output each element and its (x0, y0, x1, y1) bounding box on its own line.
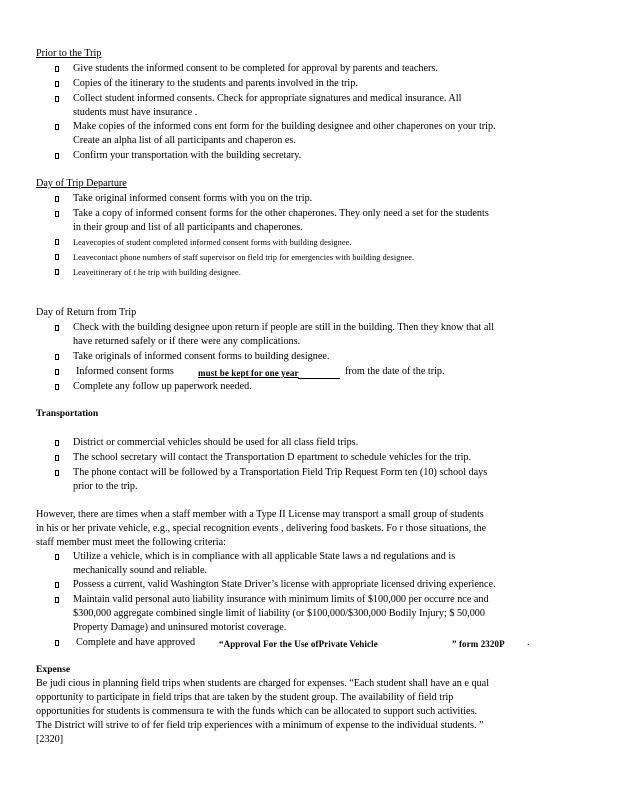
fill-line (298, 378, 340, 379)
checkbox-icon (55, 239, 59, 245)
retention-emphasis: must be kept for one year (198, 368, 299, 378)
list-item: Take originals of informed consent forms to building designee. (73, 351, 330, 362)
checkbox-icon (55, 582, 59, 588)
checkbox-icon (55, 597, 59, 603)
paragraph-line: However, there are times when a staff member with a Type II License may transport a small group of students (36, 509, 484, 520)
paragraph-line: staff member must meet the following criteria: (36, 537, 226, 548)
checkbox-icon (55, 211, 59, 217)
section-heading-prior: Prior to the Trip (36, 48, 102, 59)
list-item: The phone contact will be followed by a Transportation Field Trip Request Form ten (10) school days (73, 467, 488, 478)
checkbox-icon (55, 96, 59, 102)
policy-reference: [2320] (36, 734, 64, 745)
checkbox-icon (55, 640, 59, 646)
list-item-continuation: mechanically sound and reliable. (73, 565, 208, 576)
checkbox-icon (55, 66, 59, 72)
list-item: Complete and have approved (76, 637, 196, 648)
paragraph-line: in his or her private vehicle, e.g., special recognition events , delivering food baskets. Fo r those situations, the (36, 523, 487, 534)
section-heading-departure: Day of Trip Departure (36, 178, 127, 189)
checkbox-icon (55, 384, 59, 390)
section-heading-transportation: Transportation (36, 408, 99, 419)
list-item: The school secretary will contact the Transportation D epartment to schedule vehicles for the trip. (73, 452, 472, 463)
list-item-tail: from the date of the trip. (345, 366, 445, 377)
list-item-tail: . (527, 637, 530, 648)
list-item: Check with the building designee upon return if people are still in the building. Then they know that all (73, 322, 495, 333)
list-item: Complete any follow up paperwork needed. (73, 381, 252, 392)
form-title: “Approval For the Use ofPrivate Vehicle (219, 639, 378, 649)
paragraph-line: The District will strive to of fer field trip experiences with a minimum of expense to the individual students. ” (36, 720, 484, 731)
list-item: Copies of the itinerary to the students and parents involved in the trip. (73, 78, 358, 89)
list-item: Give students the informed consent to be completed for approval by parents and teachers. (73, 63, 438, 74)
checkbox-icon (55, 354, 59, 360)
checkbox-icon (55, 369, 59, 375)
list-item-continuation: Property Damage) and uninsured motorist coverage. (73, 622, 287, 633)
checkbox-icon (55, 325, 59, 331)
list-item: Informed consent forms (76, 366, 174, 377)
list-item-continuation: prior to the trip. (73, 481, 138, 492)
list-item-continuation: students must have insurance . (73, 107, 198, 118)
list-item: Confirm your transportation with the building secretary. (73, 150, 302, 161)
paragraph-line: opportunities for students is commensura te with the funds which can be allocated to support such activities. (36, 706, 478, 717)
list-item: Maintain valid personal auto liability insurance with minimum limits of $100,000 per occurre nce and (73, 594, 489, 605)
section-heading-expense: Expense (36, 664, 71, 675)
list-item: Leaveitinerary of t he trip with building designee. (73, 268, 241, 277)
checkbox-icon (55, 153, 59, 159)
checkbox-icon (55, 269, 59, 275)
checkbox-icon (55, 196, 59, 202)
list-item: Collect student informed consents. Check for appropriate signatures and medical insurance. All (73, 93, 462, 104)
list-item: Possess a current, valid Washington State Driver’s license with appropriate licensed driving experience. (73, 579, 496, 590)
list-item-continuation: $300,000 aggregate combined single limit of liability (or $100,000/$300,000 Bodily Injury; $ 50,000 (73, 608, 485, 619)
checkbox-icon (55, 254, 59, 260)
form-number: ” form 2320P (452, 639, 505, 649)
list-item: Take original informed consent forms with you on the trip. (73, 193, 313, 204)
list-item-continuation: in their group and list of all participants and chaperones. (73, 222, 303, 233)
list-item: Make copies of the informed cons ent form for the building designee and other chaperones on your trip. (73, 121, 496, 132)
list-item: District or commercial vehicles should be used for all class field trips. (73, 437, 359, 448)
list-item: Leavecopies of student completed informed consent forms with building designee. (73, 238, 352, 247)
checkbox-icon (55, 470, 59, 476)
checkbox-icon (55, 440, 59, 446)
checkbox-icon (55, 554, 59, 560)
section-heading-return: Day of Return from Trip (36, 307, 137, 318)
paragraph-line: opportunity to participate in field trips that are taken by the student group. The availability of field trip (36, 692, 454, 703)
checkbox-icon (55, 455, 59, 461)
paragraph-line: Be judi cious in planning field trips when students are charged for expenses. “Each student shall have an e qual (36, 678, 490, 689)
checkbox-icon (55, 81, 59, 87)
checkbox-icon (55, 124, 59, 130)
list-item: Leavecontact phone numbers of staff supervisor on field trip for emergencies with building designee. (73, 253, 415, 262)
list-item-continuation: Create an alpha list of all participants and chaperon es. (73, 135, 296, 146)
list-item: Take a copy of informed consent forms for the other chaperones. They only need a set for the students (73, 208, 489, 219)
list-item: Utilize a vehicle, which is in compliance with all applicable State laws a nd regulations and is (73, 551, 456, 562)
list-item-continuation: have returned safely or if there were any complications. (73, 336, 301, 347)
